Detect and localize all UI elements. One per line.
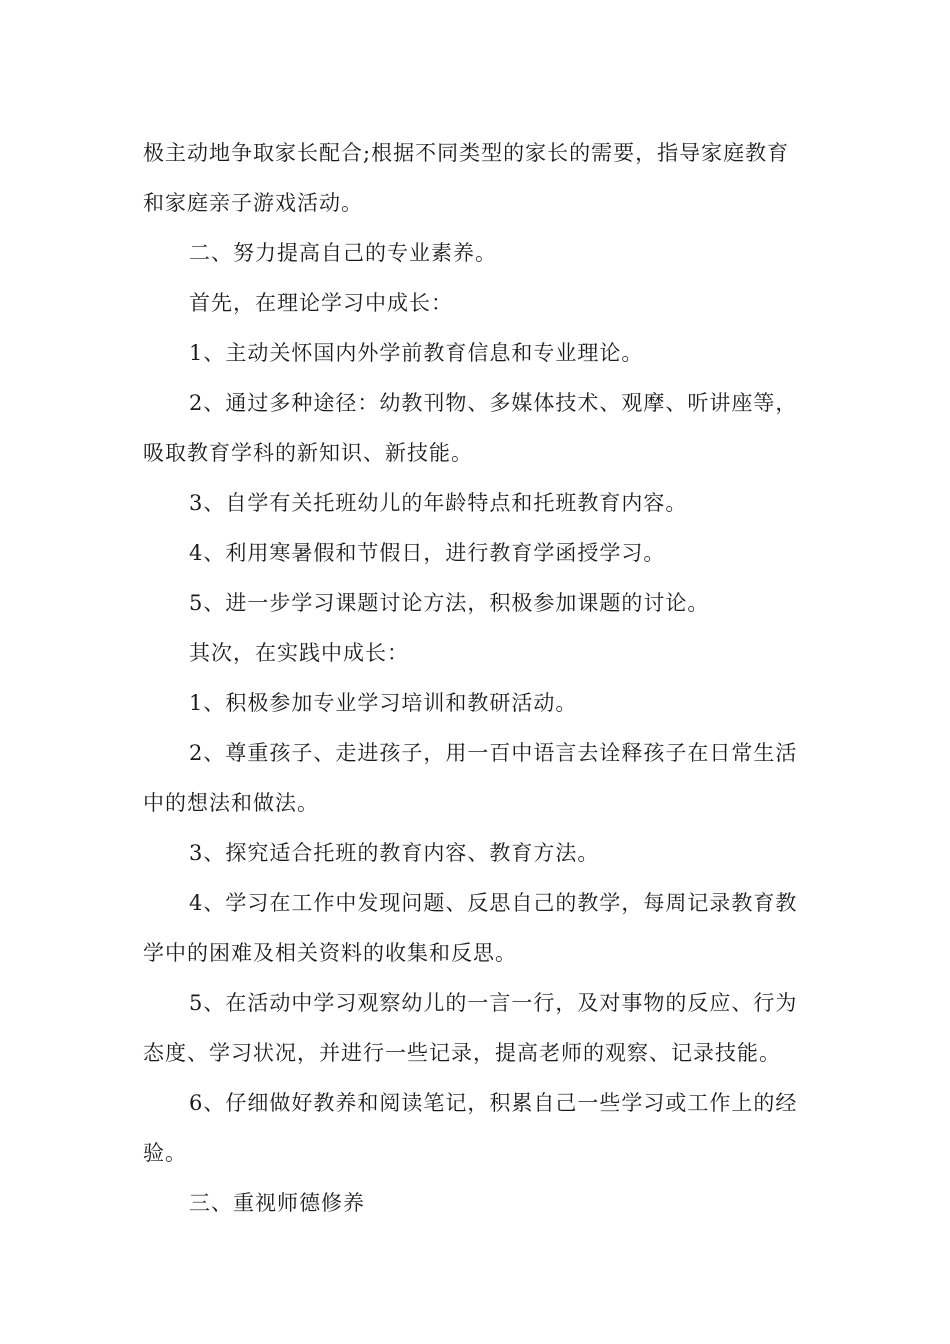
list-item: 5、进一步学习课题讨论方法，积极参加课题的讨论。 xyxy=(189,591,710,615)
list-item: 2、通过多种途径：幼教刊物、多媒体技术、观摩、听讲座等， xyxy=(189,391,798,415)
text-line: 态度、学习状况，并进行一些记录，提高老师的观察、记录技能。 xyxy=(143,1041,781,1065)
subsection-heading: 其次，在实践中成长： xyxy=(189,641,409,665)
list-item: 3、自学有关托班幼儿的年龄特点和托班教育内容。 xyxy=(189,491,688,515)
text-line: 极主动地争取家长配合;根据不同类型的家长的需要，指导家庭教育 xyxy=(143,141,790,165)
text-line: 学中的困难及相关资料的收集和反思。 xyxy=(143,941,517,965)
list-item: 4、利用寒暑假和节假日，进行教育学函授学习。 xyxy=(189,541,666,565)
list-item: 1、主动关怀国内外学前教育信息和专业理论。 xyxy=(189,341,644,365)
list-item: 3、探究适合托班的教育内容、教育方法。 xyxy=(189,841,600,865)
list-item: 2、尊重孩子、走进孩子，用一百中语言去诠释孩子在日常生活 xyxy=(189,741,798,765)
subsection-heading: 首先，在理论学习中成长： xyxy=(189,291,453,315)
text-line: 中的想法和做法。 xyxy=(143,791,319,815)
list-item: 5、在活动中学习观察幼儿的一言一行，及对事物的反应、行为 xyxy=(189,991,798,1015)
list-item: 4、学习在工作中发现问题、反思自己的教学，每周记录教育教 xyxy=(189,891,798,915)
text-line: 验。 xyxy=(143,1141,187,1165)
section-heading: 二、努力提高自己的专业素养。 xyxy=(189,241,497,265)
list-item: 6、仔细做好教养和阅读笔记，积累自己一些学习或工作上的经 xyxy=(189,1091,798,1115)
section-heading: 三、重视师德修养 xyxy=(189,1191,365,1215)
text-line: 吸取教育学科的新知识、新技能。 xyxy=(143,441,473,465)
text-line: 和家庭亲子游戏活动。 xyxy=(143,191,363,215)
list-item: 1、积极参加专业学习培训和教研活动。 xyxy=(189,691,578,715)
